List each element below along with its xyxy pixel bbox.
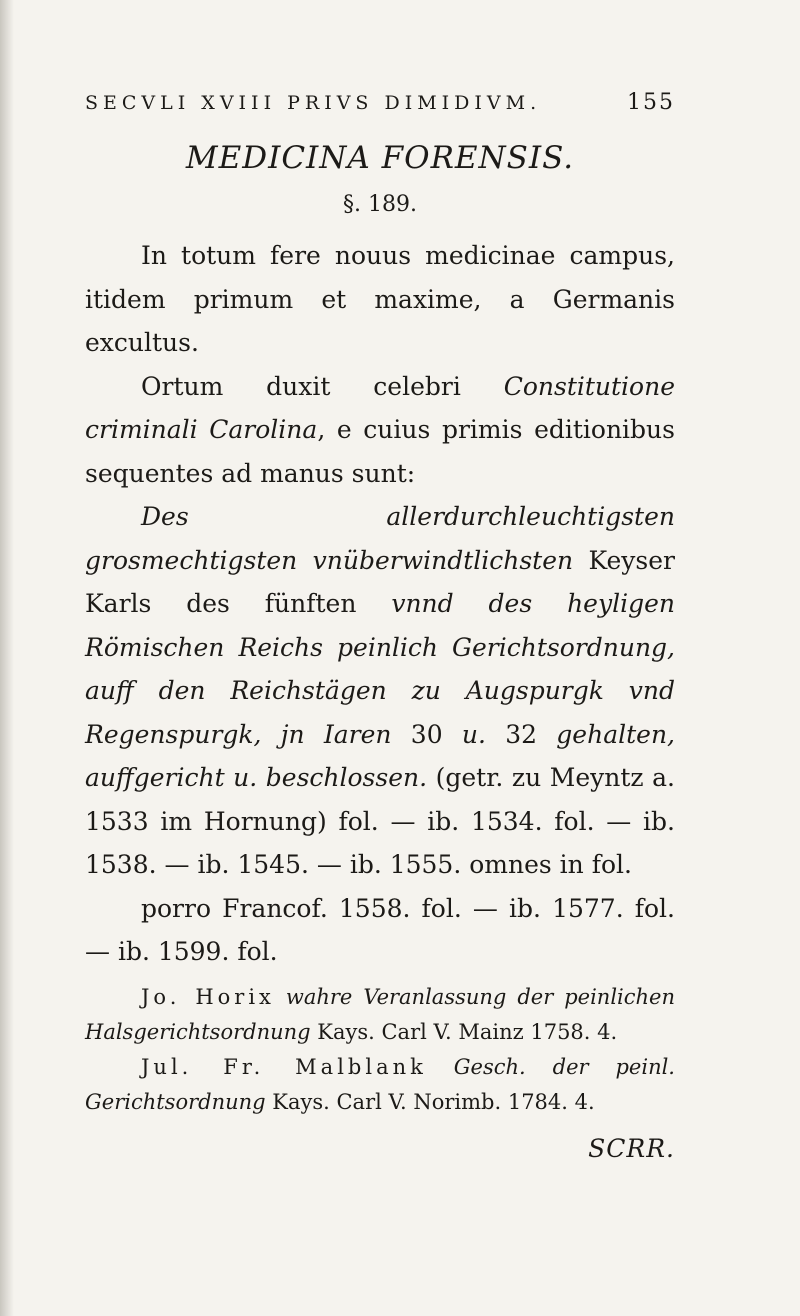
paragraph-3-italic-e: u. xyxy=(461,719,486,749)
catchword: SCRR. xyxy=(588,1133,675,1163)
reference-1-details: Kays. Carl V. Mainz 1758. 4. xyxy=(310,1019,618,1044)
paragraph-2-italic: Constitutione criminali Carolina xyxy=(85,371,675,444)
section-number: §. 189. xyxy=(343,192,417,217)
page-title: MEDICINA FORENSIS. xyxy=(185,140,575,176)
paragraph-3-italic-g: gehalten, auffgericht u. beschlossen. xyxy=(85,719,675,792)
reference-2-author: Jul. Fr. Malblank xyxy=(141,1054,427,1079)
paragraph-3-text-h: (getr. zu Meyntz a. 1533 im Hornung) fol. — ib. 1534. fol. — ib. 1538. — ib. 1545. — ib. 1555. omnes in fol. xyxy=(85,763,675,879)
paragraph-2-text-c: , e cuius primis editionibus sequentes ad manus sunt: xyxy=(85,415,675,488)
paragraph-1: In totum fere nouus medicinae campus, itidem primum et maxime, a Germanis excultus. xyxy=(85,241,675,357)
reference-1-author: Jo. Horix xyxy=(141,984,275,1009)
paragraph-3-text-f: 32 xyxy=(485,719,557,749)
paragraph-2-text-a: Ortum duxit celebri xyxy=(141,371,504,401)
reference-malblank xyxy=(85,1050,675,1120)
paragraph-3 xyxy=(85,495,675,887)
paragraph-3-italic-c: vnnd des heyligen Römischen Reichs peinlich Gerichtsordnung, auff den Reichstägen zu Augspurgk vnd Regenspurgk, jn Iaren xyxy=(85,589,675,749)
page-edge-shadow xyxy=(0,0,14,1316)
running-head xyxy=(85,90,675,126)
reference-2-title: Gesch. der peinl. Gerichtsordnung xyxy=(85,1054,675,1114)
page-content xyxy=(85,90,675,1163)
running-title: SECVLI XVIII PRIVS DIMIDIVM. xyxy=(85,92,542,114)
paragraph-3-text-b: Keyser Karls des fünften xyxy=(85,545,675,618)
paragraph-4: porro Francof. 1558. fol. — ib. 1577. fol. — ib. 1599. fol. xyxy=(85,893,675,966)
page-number: 155 xyxy=(627,90,675,115)
reference-1-title: wahre Veranlassung der peinlichen Halsgerichtsordnung xyxy=(85,984,675,1044)
paragraph-2 xyxy=(85,365,675,496)
paragraph-3-italic-a: Des allerdurchleuchtigsten grosmechtigsten vnüberwindtlichsten xyxy=(85,502,675,575)
reference-2-details: Kays. Carl V. Norimb. 1784. 4. xyxy=(265,1089,595,1114)
reference-horix xyxy=(85,980,675,1050)
paragraph-3-text-d: 30 xyxy=(391,719,462,749)
